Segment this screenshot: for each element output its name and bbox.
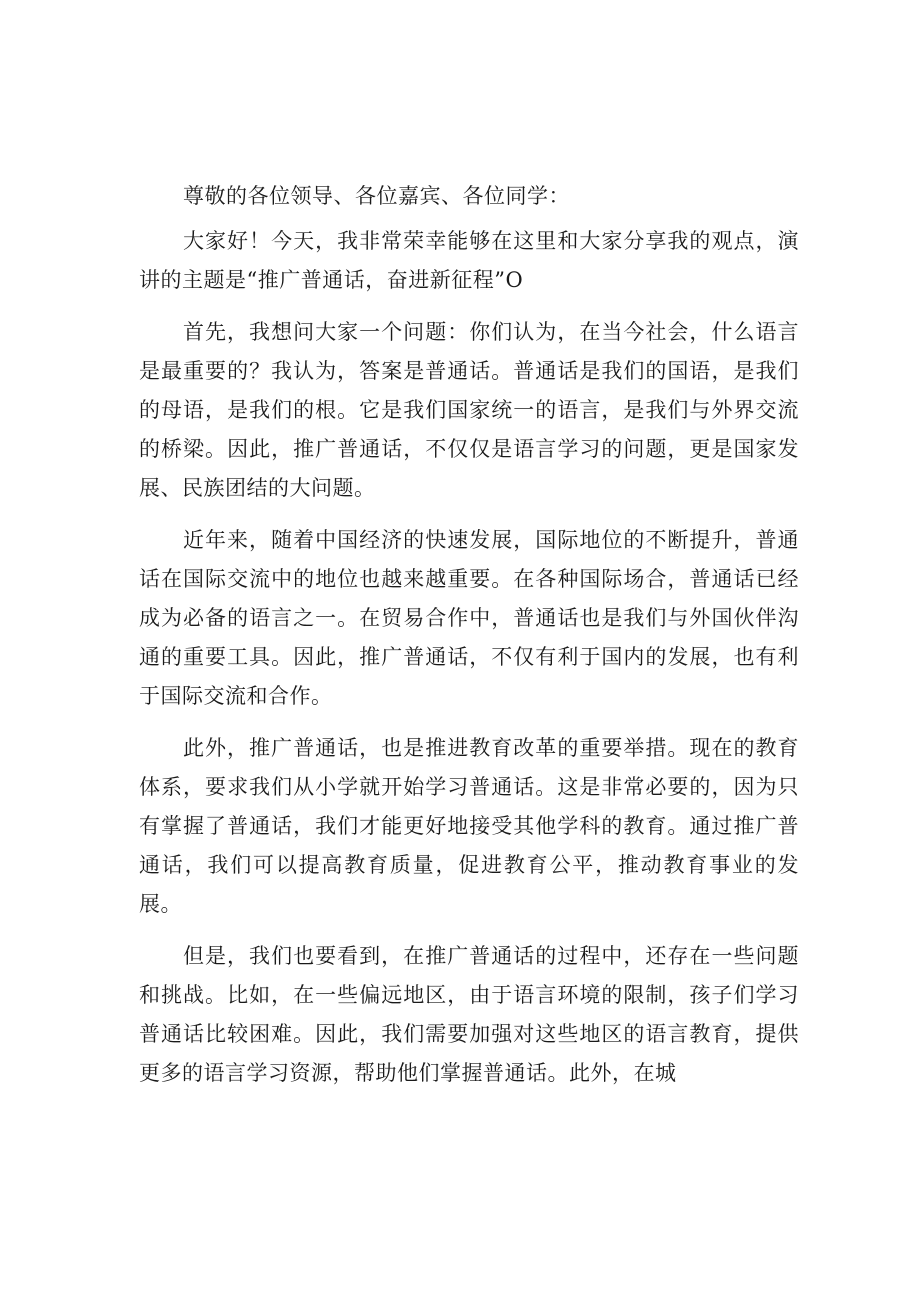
paragraph-international: 近年来，随着中国经济的快速发展，国际地位的不断提升，普通话在国际交流中的地位也越来越重要。在各种国际场合，普通话已经成为必备的语言之一。在贸易合作中，普通话也是我们与外国伙伴沟通的重要工具。因此，推广普通话，不仅有利于国内的发展，也有利于国际交流和合作。 xyxy=(139,528,799,708)
paragraph-greeting: 大家好！今天，我非常荣幸能够在这里和大家分享我的观点，演讲的主题是“推广普通话，奋进新征程”O xyxy=(139,229,799,292)
paragraph-education: 此外，推广普通话，也是推进教育改革的重要举措。现在的教育体系，要求我们从小学就开始学习普通话。这是非常必要的，因为只有掌握了普通话，我们才能更好地接受其他学科的教育。通过推广普通话，我们可以提高教育质量，促进教育公平，推动教育事业的发展。 xyxy=(139,736,799,916)
salutation: 尊敬的各位领导、各位嘉宾、各位同学： xyxy=(183,184,570,208)
paragraph-challenges: 但是，我们也要看到，在推广普通话的过程中，还存在一些问题和挑战。比如，在一些偏远地区，由于语言环境的限制，孩子们学习普通话比较困难。因此，我们需要加强对这些地区的语言教育，提供更多的语言学习资源，帮助他们掌握普通话。此外，在城 xyxy=(139,944,799,1085)
speech-body xyxy=(139,184,799,1106)
paragraph-importance: 首先，我想问大家一个问题：你们认为，在当今社会，什么语言是最重要的？我认为，答案是普通话。普通话是我们的国语，是我们的母语，是我们的根。它是我们国家统一的语言，是我们与外界交流的桥梁。因此，推广普通话，不仅仅是语言学习的问题，更是国家发展、民族团结的大问题。 xyxy=(139,320,799,500)
